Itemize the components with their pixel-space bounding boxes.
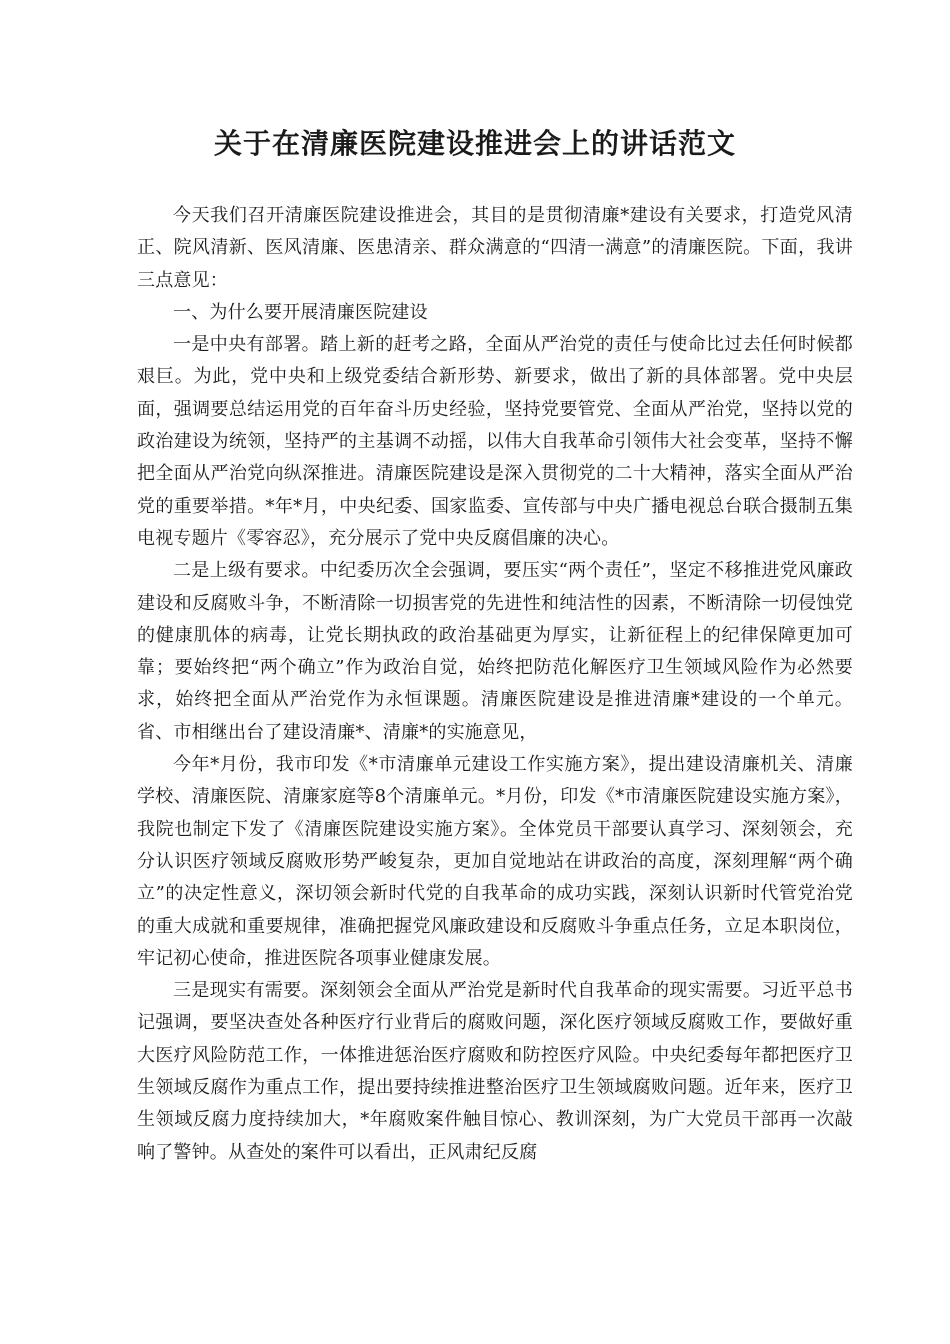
paragraph-intro: 今天我们召开清廉医院建设推进会，其目的是贯彻清廉*建设有关要求，打造党风清正、院风清新、医风清廉、医患清亲、群众满意的“四清一满意”的清廉医院。下面，我讲三点意见： bbox=[137, 205, 853, 291]
paragraph-superior-requirements: 二是上级有要求。中纪委历次全会强调，要压实“两个责任”，坚定不移推进党风廉政建设和反腐败斗争，不断清除一切损害党的先进性和纯洁性的因素，不断清除一切侵蚀党的健康肌体的病毒，让党长期执政的政治基础更为厚实，让新征程上的纪律保障更加可靠；要始终把“两个确立”作为政治自觉，始终把防范化解医疗卫生领域风险作为必然要求，始终把全面从严治党作为永恒课题。清廉医院建设是推进清廉*建设的一个单元。省、市相继出台了建设清廉*、清廉*的实施意见， bbox=[137, 560, 853, 743]
document-body bbox=[137, 200, 853, 1169]
paragraph-city-plan: 今年*月份，我市印发《*市清廉单元建设工作实施方案》，提出建设清廉机关、清廉学校、清廉医院、清廉家庭等8个清廉单元。*月份，印发《*市清廉医院建设实施方案》，我院也制定下发了《清廉医院建设实施方案》。全体党员干部要认真学习、深刻领会，充分认识医疗领域反腐败形势严峻复杂，更加自觉地站在讲政治的高度，深刻理解“两个确立”的决定性意义，深切领会新时代党的自我革命的成功实践，深刻认识新时代管党治党的重大成就和重要规律，准确把握党风廉政建设和反腐败斗争重点任务，立足本职岗位，牢记初心使命，推进医院各项事业健康发展。 bbox=[137, 754, 853, 969]
section-heading-1: 一、为什么要开展清廉医院建设 bbox=[173, 301, 428, 323]
paragraph-central-deployment: 一是中央有部署。踏上新的赶考之路，全面从严治党的责任与使命比过去任何时候都艰巨。为此，党中央和上级党委结合新形势、新要求，做出了新的具体部署。党中央层面，强调要总结运用党的百年奋斗历史经验，坚持党要管党、全面从严治党，坚持以党的政治建设为统领，坚持严的主基调不动摇，以伟大自我革命引领伟大社会变革，坚持不懈把全面从严治党向纵深推进。清廉医院建设是深入贯彻党的二十大精神，落实全面从严治党的重要举措。*年*月，中央纪委、国家监委、宣传部与中央广播电视总台联合摄制五集电视专题片《零容忍》，充分展示了党中央反腐倡廉的决心。 bbox=[137, 334, 853, 549]
paragraph-practical-needs: 三是现实有需要。深刻领会全面从严治党是新时代自我革命的现实需要。习近平总书记强调，要坚决查处各种医疗行业背后的腐败问题，深化医疗领域反腐败工作，要做好重大医疗风险防范工作，一体推进惩治医疗腐败和防控医疗风险。中央纪委每年都把医疗卫生领域反腐作为重点工作，提出要持续推进整治医疗卫生领域腐败问题。近年来，医疗卫生领域反腐力度持续加大，*年腐败案件触目惊心、教训深刻，为广大党员干部再一次敲响了警钟。从查处的案件可以看出，正风肃纪反腐 bbox=[137, 980, 853, 1163]
document-title: 关于在清廉医院建设推进会上的讲话范文 bbox=[213, 127, 736, 160]
